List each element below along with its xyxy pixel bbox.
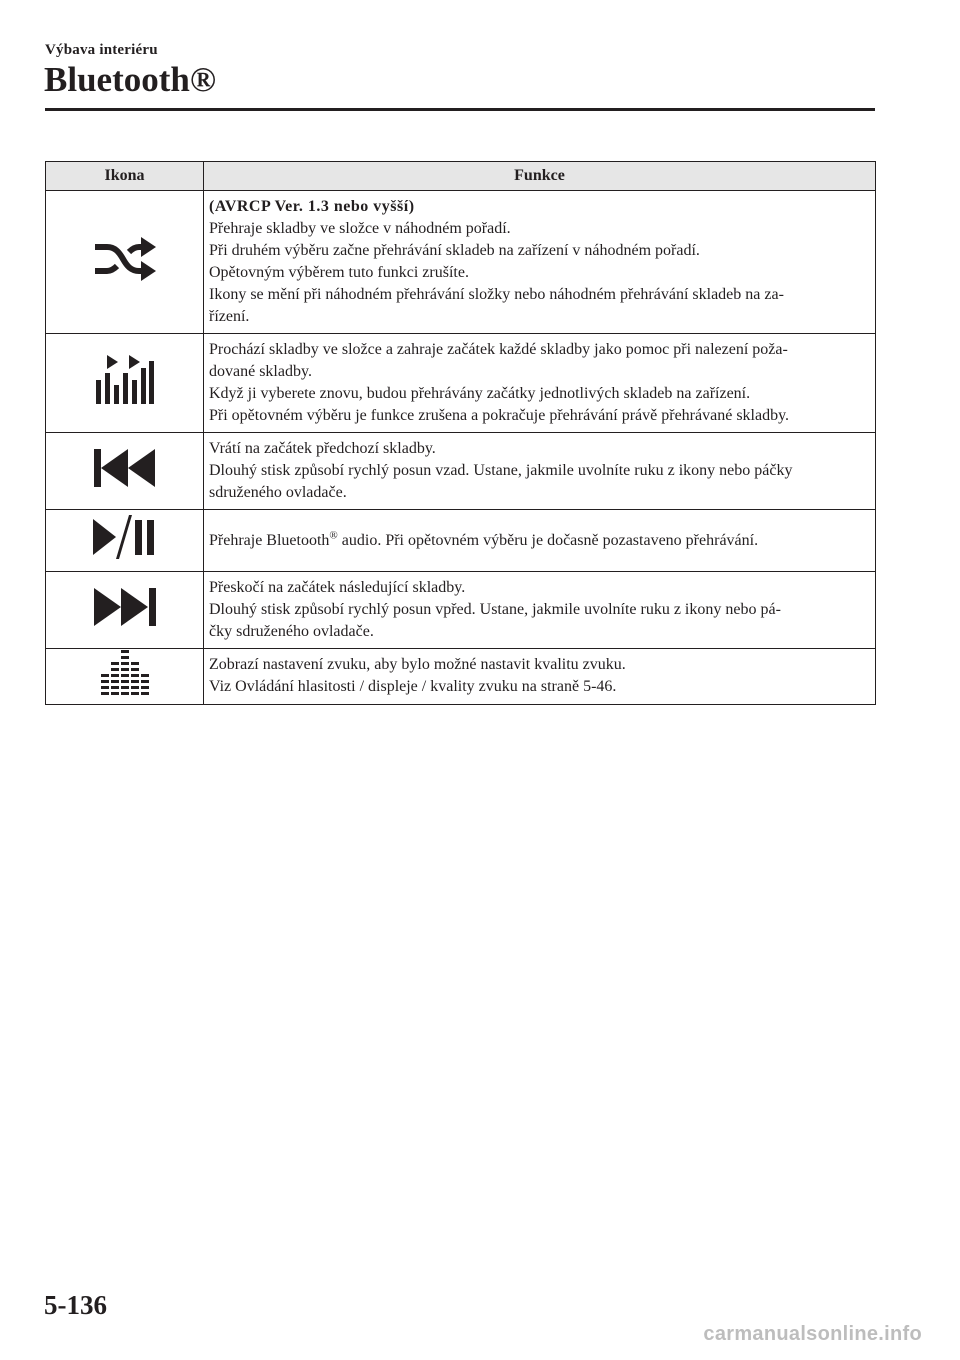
description-line: Při druhém výběru začne přehrávání skladeb na zařízení v náhodném pořadí. bbox=[209, 242, 700, 259]
table-row bbox=[46, 191, 876, 334]
description-line: Přehraje skladby ve složce v náhodném pořadí. bbox=[209, 220, 511, 237]
description-line: Ikony se mění při náhodném přehrávání složky nebo náhodném přehrávání skladeb na za- bbox=[209, 286, 784, 303]
function-description bbox=[204, 572, 876, 649]
function-description bbox=[204, 191, 876, 334]
icon-cell bbox=[46, 191, 204, 334]
function-description bbox=[204, 334, 876, 433]
watermark: carmanualsonline.info bbox=[703, 1323, 922, 1345]
table-row bbox=[46, 572, 876, 649]
description-line: Když ji vyberete znovu, budou přehrávány začátky jednotlivých skladeb na zařízení. bbox=[209, 385, 751, 402]
page-number: 5-136 bbox=[44, 1290, 107, 1320]
section-label: Výbava interiéru bbox=[45, 42, 158, 58]
table-header-row bbox=[46, 162, 876, 191]
description-line: Dlouhý stisk způsobí rychlý posun vzad. Ustane, jakmile uvolníte ruku z ikony nebo páčky bbox=[209, 462, 793, 479]
description-line: dované skladby. bbox=[209, 363, 312, 380]
icon-cell bbox=[46, 649, 204, 705]
description-line: sdruženého ovladače. bbox=[209, 484, 347, 501]
description-line: Prochází skladby ve složce a zahraje začátek každé skladby jako pomoc při nalezení poža- bbox=[209, 341, 788, 358]
column-header-function: Funkce bbox=[204, 162, 876, 191]
description-line: Vrátí na začátek předchozí skladby. bbox=[209, 440, 436, 457]
description-line: Dlouhý stisk způsobí rychlý posun vpřed. Ustane, jakmile uvolníte ruku z ikony nebo pá- bbox=[209, 601, 781, 618]
description-heading: (AVRCP Ver. 1.3 nebo vyšší) bbox=[209, 198, 415, 215]
function-description bbox=[204, 510, 876, 572]
description-text: audio. Při opětovném výběru je dočasně pozastaveno přehrávání. bbox=[337, 531, 759, 549]
shuffle-icon bbox=[93, 236, 157, 282]
function-description bbox=[204, 433, 876, 510]
description-line: Zobrazí nastavení zvuku, aby bylo možné nastavit kvalitu zvuku. bbox=[209, 656, 626, 673]
description-line: Při opětovném výběru je funkce zrušena a pokračuje přehrávání právě přehrávané skladby. bbox=[209, 407, 790, 424]
equalizer-icon bbox=[98, 649, 152, 697]
description-line: Přeskočí na začátek následující skladby. bbox=[209, 579, 466, 596]
function-description bbox=[204, 649, 876, 705]
description-line: řízení. bbox=[209, 308, 250, 325]
description-line: Opětovným výběrem tuto funkci zrušíte. bbox=[209, 264, 469, 281]
description-text: Přehraje Bluetooth bbox=[209, 531, 330, 549]
play-pause-icon bbox=[93, 515, 157, 559]
table-row bbox=[46, 510, 876, 572]
registered-mark: ® bbox=[329, 529, 338, 542]
icon-cell bbox=[46, 510, 204, 572]
icon-cell bbox=[46, 572, 204, 649]
description-line: čky sdruženého ovladače. bbox=[209, 623, 374, 640]
previous-track-icon bbox=[94, 448, 156, 488]
icon-cell bbox=[46, 433, 204, 510]
description-line: Viz Ovládání hlasitosti / displeje / kvality zvuku na straně 5-46. bbox=[209, 678, 617, 695]
table-row bbox=[46, 649, 876, 705]
table-row bbox=[46, 433, 876, 510]
icon-cell bbox=[46, 334, 204, 433]
next-track-icon bbox=[94, 587, 156, 627]
title-rule bbox=[45, 108, 875, 111]
table-row bbox=[46, 334, 876, 433]
column-header-icon: Ikona bbox=[46, 162, 204, 191]
page-title: Bluetooth® bbox=[44, 60, 216, 99]
scan-icon bbox=[95, 355, 155, 405]
function-table bbox=[45, 161, 876, 705]
